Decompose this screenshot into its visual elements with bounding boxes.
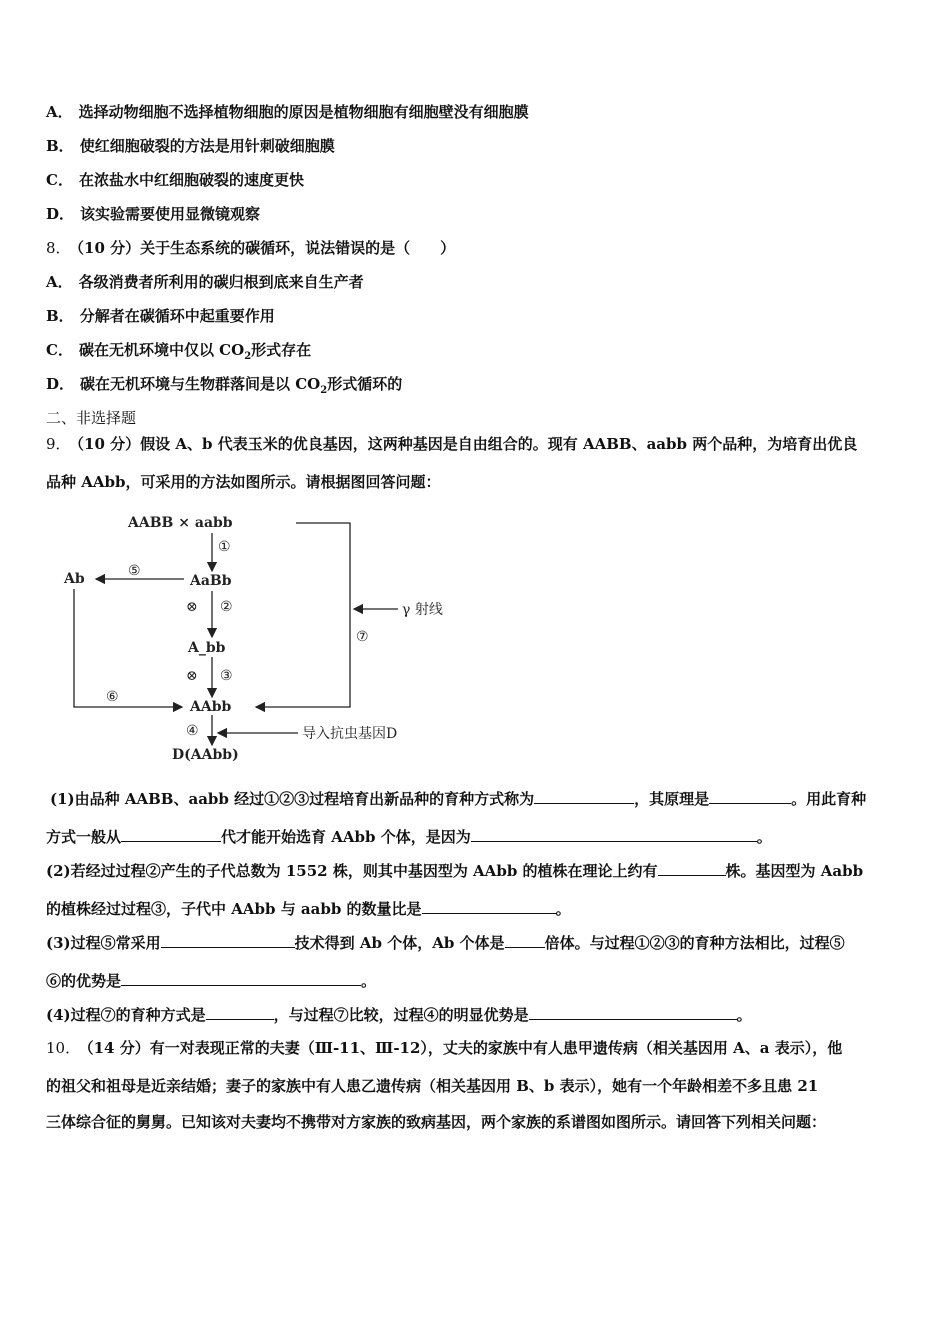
q9-part1-line2: 方式一般从 代才能开始选育 AAbb 个体，是因为 。 <box>46 828 772 846</box>
f1-label: AaBb <box>190 573 232 589</box>
step7-label: ⑦ <box>356 629 369 645</box>
q8-option-a: A． 各级消费者所利用的碳归根到底来自生产者 <box>46 273 364 291</box>
q10-stem-line1: 10． （14 分）有一对表现正常的夫妻（Ⅲ-11、Ⅲ-12），丈夫的家族中有人患甲遗传病（相关基因用 A、a 表示），他 <box>46 1039 843 1057</box>
blank-2[interactable] <box>709 788 791 804</box>
q8-stem: 8． （10 分）关于生态系统的碳循环，说法错误的是（ ） <box>46 239 456 257</box>
a-bb-label: A_bb <box>188 640 226 656</box>
q9-part3-line2: ⑥的优势是 。 <box>46 972 377 990</box>
blank-9[interactable] <box>121 970 361 986</box>
q7-option-a: A． 选择动物细胞不选择植物细胞的原因是植物细胞有细胞壁没有细胞膜 <box>46 103 529 121</box>
aabb-target-label: AAbb <box>190 699 232 715</box>
q9-part2-line2: 的植株经过过程③，子代中 AAbb 与 aabb 的数量比是 。 <box>46 900 571 918</box>
step2-label: ② <box>220 599 233 615</box>
arrow-step7 <box>256 523 350 707</box>
final-label: D(AAbb) <box>172 747 239 763</box>
q8-option-b: B． 分解者在碳循环中起重要作用 <box>46 307 275 325</box>
step1-label: ① <box>218 539 231 555</box>
q8-option-d: D． 碳在无机环境与生物群落间是以 $CO_2$形式循环的 <box>46 375 403 396</box>
blank-10[interactable] <box>206 1004 274 1020</box>
insert-gene-label: 导入抗虫基因D <box>302 726 398 742</box>
blank-1[interactable] <box>534 788 634 804</box>
q8-option-c: C． 碳在无机环境中仅以 $CO_2$形式存在 <box>46 341 312 362</box>
blank-7[interactable] <box>161 932 295 948</box>
gamma-label: γ 射线 <box>402 602 443 618</box>
q9-stem: 9． （10 分）假设 A、b 代表玉米的优良基因，这两种基因是自由组合的。现有 AABB、aabb 两个品种，为培育出优良 <box>46 435 858 453</box>
q9-part3-line1: (3)过程⑤常采用 技术得到 Ab 个体，Ab 个体是 倍体。与过程①②③的育种方法相比，过程⑤ <box>46 934 845 952</box>
arrow-step6 <box>74 589 182 707</box>
q9-part2-line1: (2)若经过过程②产生的子代总数为 1552 株，则其中基因型为 AAbb 的植株在理论上约有 株。基因型为 Aabb <box>46 862 864 880</box>
blank-3[interactable] <box>121 826 221 842</box>
q10-stem-line3: 三体综合征的舅舅。已知该对夫妻均不携带对方家族的致病基因，两个家族的系谱图如图所示。请回答下列相关问题： <box>46 1113 827 1131</box>
q9-stem-continued: 品种 AAbb，可采用的方法如图所示。请根据图回答问题： <box>46 473 441 491</box>
breeding-diagram <box>60 505 480 765</box>
parents-label: AABB × aabb <box>128 515 233 531</box>
q7-option-b: B． 使红细胞破裂的方法是用针刺破细胞膜 <box>46 137 335 155</box>
section-heading: 二、非选择题 <box>46 409 137 427</box>
q9-part4: (4)过程⑦的育种方式是 ，与过程⑦比较，过程④的明显优势是 。 <box>46 1006 752 1024</box>
blank-5[interactable] <box>658 860 726 876</box>
step3-label: ③ <box>220 668 233 684</box>
q7-option-c: C． 在浓盐水中红细胞破裂的速度更快 <box>46 171 304 189</box>
blank-11[interactable] <box>529 1004 737 1020</box>
blank-4[interactable] <box>471 826 757 842</box>
ab-label: Ab <box>64 571 85 587</box>
blank-6[interactable] <box>422 898 556 914</box>
step5-label: ⑤ <box>128 563 141 579</box>
step4-label: ④ <box>186 723 199 739</box>
q9-part1-line1: (1)由品种 AABB、aabb 经过①②③过程培育出新品种的育种方式称为 ，其原理是 。用此育种 <box>50 790 867 808</box>
step6-label: ⑥ <box>106 689 119 705</box>
self-cross-2: ⊗ <box>186 668 198 684</box>
self-cross-1: ⊗ <box>186 599 198 615</box>
q10-stem-line2: 的祖父和祖母是近亲结婚；妻子的家族中有人患乙遗传病（相关基因用 B、b 表示），她有一个年龄相差不多且患 21 <box>46 1077 819 1095</box>
blank-8[interactable] <box>505 932 545 948</box>
q7-option-d: D． 该实验需要使用显微镜观察 <box>46 205 261 223</box>
